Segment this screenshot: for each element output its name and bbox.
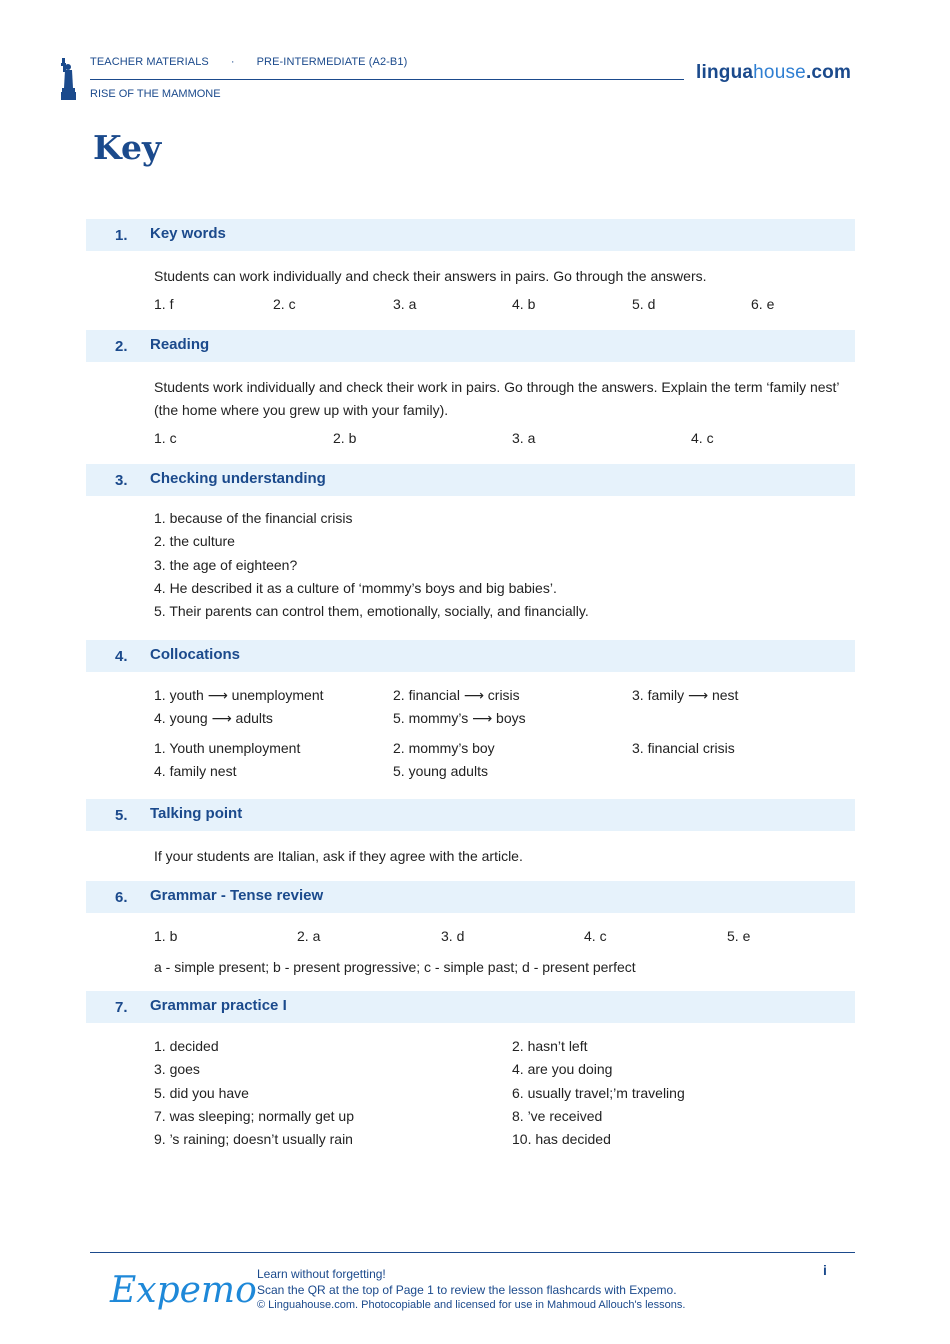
list-item: 7. was sleeping; normally get up: [154, 1107, 354, 1124]
section-header-6: [86, 881, 855, 913]
answer-item: 6. e: [751, 296, 775, 312]
answer-item: 4. c: [691, 430, 714, 446]
list-item: 10. has decided: [512, 1131, 611, 1148]
section-number: 3.: [115, 472, 128, 489]
answer-item: 5. young adults: [393, 763, 488, 779]
tense-key-note: a - simple present; b - present progressive; c - simple past; d - present perfect: [154, 959, 636, 975]
section-number: 4.: [115, 648, 128, 665]
lesson-title: RISE OF THE MAMMONE: [90, 88, 221, 100]
page-number: i: [823, 1262, 827, 1278]
section-5-instructions: If your students are Italian, ask if they agree with the article.: [154, 848, 523, 864]
footer-tagline: Learn without forgetting!: [257, 1267, 386, 1281]
list-item: 2. hasn’t left: [512, 1038, 588, 1054]
section-number: 6.: [115, 889, 128, 906]
section-1-instructions: Students can work individually and check their answers in pairs. Go through the answers.: [154, 268, 707, 284]
brand-bold: lingua: [696, 62, 754, 83]
header-category: TEACHER MATERIALS: [90, 56, 209, 68]
expemo-logo[interactable]: [108, 1262, 257, 1324]
answer-item: 3. financial crisis: [632, 740, 735, 756]
header-meta: [90, 56, 407, 68]
answer-item: 2. a: [297, 928, 321, 944]
svg-text:Expemo: Expemo: [110, 1270, 257, 1311]
section-header-1: [86, 219, 855, 251]
section-number: 2.: [115, 338, 128, 355]
section-7-answers-right: [512, 1035, 685, 1151]
section-3-answers: [154, 507, 589, 623]
list-item: 5. Their parents can control them, emotionally, socially, and financially.: [154, 603, 589, 620]
footer-divider: [90, 1252, 855, 1253]
answer-item: 2. c: [273, 296, 296, 312]
list-item: 3. the age of eighteen?: [154, 556, 298, 573]
brand-end: .com: [805, 62, 852, 83]
answer-item: 2. financial ⟶ crisis: [393, 687, 520, 703]
section-header-3: [86, 464, 855, 496]
section-number: 7.: [115, 999, 128, 1016]
section-title: Grammar practice I: [150, 997, 287, 1014]
list-item: 2. the culture: [154, 533, 235, 550]
list-item: 6. usually travel;’m traveling: [512, 1084, 685, 1101]
section-title: Grammar - Tense review: [150, 887, 324, 904]
statue-of-liberty-icon: [58, 58, 78, 100]
section-header-7: [86, 991, 855, 1023]
answer-item: 3. family ⟶ nest: [632, 687, 739, 703]
answer-item: 2. mommy’s boy: [393, 740, 495, 756]
answer-item: 1. youth ⟶ unemployment: [154, 687, 324, 703]
list-item: 4. are you doing: [512, 1061, 613, 1078]
list-item: 3. goes: [154, 1061, 200, 1078]
answer-item: 3. d: [441, 928, 465, 944]
brand-logo[interactable]: [696, 62, 851, 84]
section-header-4: [86, 640, 855, 672]
section-number: 1.: [115, 227, 128, 244]
answer-item: 1. b: [154, 928, 178, 944]
brand-light: house: [753, 62, 806, 83]
section-title: Collocations: [150, 646, 241, 663]
list-item: 8. ’ve received: [512, 1107, 603, 1124]
section-title: Key words: [150, 225, 226, 242]
answer-item: 4. c: [584, 928, 607, 944]
section-header-2: [86, 330, 855, 362]
answer-item: 3. a: [393, 296, 417, 312]
section-title: Reading: [150, 336, 210, 353]
footer-qr-note: Scan the QR at the top of Page 1 to review the lesson flashcards with Expemo.: [257, 1282, 677, 1297]
answer-item: 3. a: [512, 430, 536, 446]
answer-item: 5. mommy’s ⟶ boys: [393, 710, 526, 726]
answer-item: 4. young ⟶ adults: [154, 710, 273, 726]
answer-item: 5. e: [727, 928, 751, 944]
section-title: Checking understanding: [150, 470, 326, 487]
answer-item: 2. b: [333, 430, 357, 446]
section-title: Talking point: [150, 805, 243, 822]
header-level: PRE-INTERMEDIATE (A2-B1): [256, 56, 408, 68]
header-divider: [90, 79, 684, 80]
list-item: 4. He described it as a culture of ‘mommy’s boys and big babies’.: [154, 579, 557, 596]
answer-item: 1. Youth unemployment: [154, 740, 301, 756]
list-item: 1. because of the financial crisis: [154, 510, 353, 526]
answer-item: 4. family nest: [154, 763, 237, 779]
answer-item: 1. c: [154, 430, 177, 446]
page-title: Key: [93, 128, 162, 167]
list-item: 9. ’s raining; doesn’t usually rain: [154, 1131, 353, 1148]
section-2-instructions: Students work individually and check their work in pairs. Go through the answers. Explain the term ‘family nest’ (the home where you grew up with your family).: [154, 379, 840, 418]
section-header-5: [86, 799, 855, 831]
answer-item: 4. b: [512, 296, 536, 312]
section-7-answers-left: [154, 1035, 354, 1151]
section-number: 5.: [115, 807, 128, 824]
answer-item: 1. f: [154, 296, 174, 312]
list-item: 5. did you have: [154, 1084, 249, 1101]
list-item: 1. decided: [154, 1038, 219, 1054]
answer-item: 5. d: [632, 296, 656, 312]
header-separator: ·: [230, 56, 235, 68]
footer-text: [257, 1267, 685, 1314]
footer-copyright: © Linguahouse.com. Photocopiable and licensed for use in Mahmoud Allouch's lessons.: [257, 1299, 686, 1311]
